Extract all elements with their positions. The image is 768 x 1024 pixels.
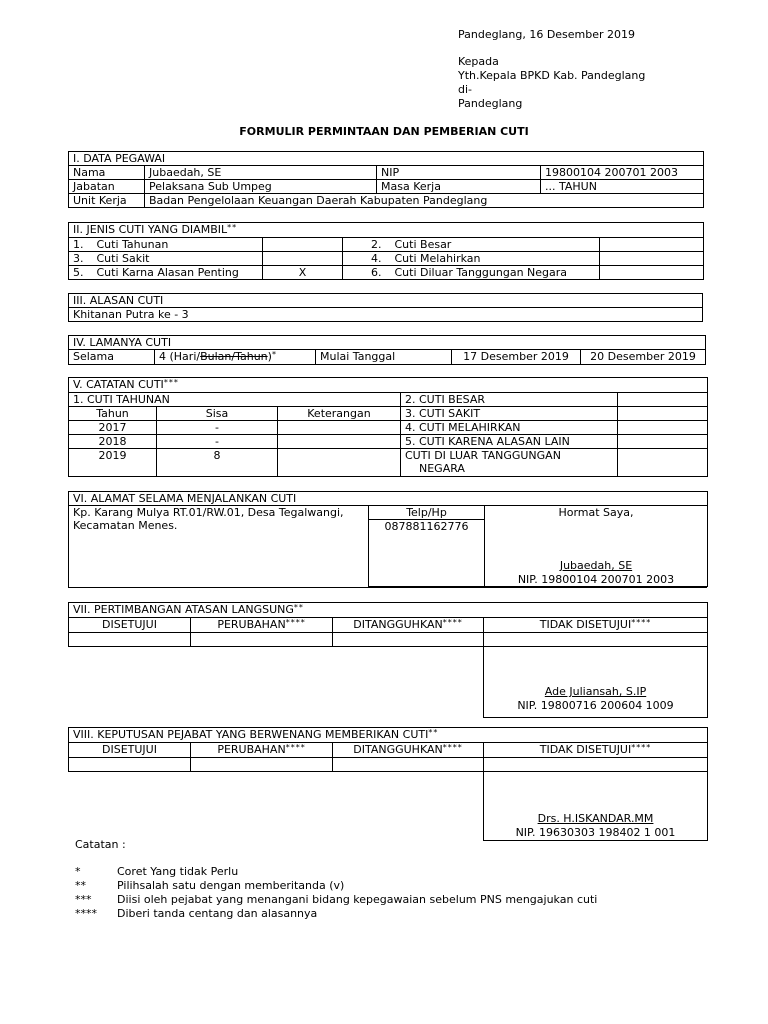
other-cuti-check[interactable] [618, 407, 708, 421]
start-date: 17 Desember 2019 [452, 350, 581, 365]
section-lamanya-cuti [68, 335, 706, 365]
option-checkbox[interactable] [263, 252, 343, 266]
signature-cell [484, 647, 708, 718]
section-title [69, 603, 708, 618]
col-perubahan [191, 743, 333, 758]
section-title-text: II. JENIS CUTI YANG DIAMBIL [73, 223, 228, 236]
option-checkbox[interactable] [600, 252, 704, 266]
selama-label: Selama [69, 350, 155, 365]
masa-kerja-value: ... TAHUN [541, 180, 704, 194]
other-cuti-item: 3. CUTI SAKIT [401, 407, 618, 421]
col-ditangguhkan [333, 618, 484, 633]
footnote-marker: **** [631, 743, 652, 752]
option-number: 3. [73, 252, 84, 265]
footnote-marker: **** [285, 743, 306, 752]
signature-cell [485, 506, 708, 587]
recipient-di: di- [458, 83, 473, 96]
option-label: Cuti Tahunan [96, 238, 169, 251]
signer-nip: NIP. 19800104 200701 2003 [517, 573, 675, 586]
end-date: 20 Desember 2019 [581, 350, 706, 365]
keterangan-cell [278, 449, 401, 477]
cuti-option [343, 252, 600, 266]
col-label: TIDAK DISETUJUI [539, 618, 632, 631]
mulai-tanggal-label: Mulai Tanggal [316, 350, 452, 365]
col-sisa: Sisa [157, 407, 278, 421]
decision-cell[interactable] [333, 758, 484, 772]
note-mark: * [75, 865, 81, 878]
form-title: FORMULIR PERMINTAAN DAN PEMBERIAN CUTI [239, 125, 529, 138]
section-title-text: V. CATATAN CUTI [73, 378, 164, 391]
option-label: Cuti Karna Alasan Penting [96, 266, 239, 279]
footnote-marker: **** [442, 618, 463, 627]
col-disetujui: DISETUJUI [69, 743, 191, 758]
other-cuti-line: CUTI DI LUAR TANGGUNGAN [405, 449, 561, 462]
section-title-text: VII. PERTIMBANGAN ATASAN LANGSUNG [73, 603, 294, 616]
duration-value [155, 350, 316, 365]
telp-label: Telp/Hp [369, 506, 485, 520]
section-alasan-cuti [68, 293, 703, 322]
section-alamat [68, 491, 708, 587]
signer-nip: NIP. 19800716 200604 1009 [517, 699, 674, 712]
section-bottom-rule [68, 587, 707, 588]
option-label: Cuti Sakit [96, 252, 150, 265]
address-line: Kp. Karang Mulya RT.01/RW.01, Desa Tegalwangi, [73, 506, 344, 519]
col-disetujui: DISETUJUI [69, 618, 191, 633]
col-tidak-disetujui [484, 743, 708, 758]
cuti-option [69, 266, 263, 280]
col-label: DITANGGUHKAN [353, 743, 443, 756]
other-cuti-item: 2. CUTI BESAR [401, 393, 618, 407]
section-title [69, 728, 708, 743]
option-checkbox[interactable]: X [263, 266, 343, 280]
section-title: VI. ALAMAT SELAMA MENJALANKAN CUTI [69, 492, 708, 506]
footnote-marker: **** [442, 743, 463, 752]
signer-name: Jubaedah, SE [559, 559, 633, 572]
option-checkbox[interactable] [600, 266, 704, 280]
footnote-marker: *** [163, 378, 179, 387]
decision-cell[interactable] [191, 758, 333, 772]
section-catatan-cuti [68, 377, 708, 477]
unit-kerja-label: Unit Kerja [69, 194, 145, 208]
col-tidak-disetujui [484, 618, 708, 633]
footnote-marker: **** [285, 618, 306, 627]
section-title-text: VIII. KEPUTUSAN PEJABAT YANG BERWENANG MEMBERIKAN CUTI [73, 728, 429, 741]
recipient-label: Kepada [458, 55, 499, 68]
sisa-cell: 8 [157, 449, 278, 477]
signature-cell [484, 772, 708, 841]
option-number: 5. [73, 266, 84, 279]
section-title [69, 378, 708, 393]
note-text: Coret Yang tidak Perlu [117, 865, 239, 878]
nip-value: 19800104 200701 2003 [541, 166, 704, 180]
col-keterangan: Keterangan [278, 407, 401, 421]
recipient-name: Yth.Kepala BPKD Kab. Pandeglang [458, 69, 646, 82]
option-label: Cuti Diluar Tanggungan Negara [394, 266, 568, 279]
other-cuti-check[interactable] [618, 435, 708, 449]
blank-area [69, 647, 484, 718]
note-text: Diberi tanda centang dan alasannya [117, 907, 318, 920]
decision-cell[interactable] [333, 633, 484, 647]
section-title [69, 223, 704, 238]
signer-name: Ade Juliansah, S.IP [544, 685, 647, 698]
option-number: 6. [371, 266, 382, 279]
section-pertimbangan [68, 602, 708, 718]
jabatan-value: Pelaksana Sub Umpeg [145, 180, 377, 194]
other-cuti-item: 4. CUTI MELAHIRKAN [401, 421, 618, 435]
option-number: 4. [371, 252, 382, 265]
cuti-tahunan-label: 1. CUTI TAHUNAN [69, 393, 401, 407]
cuti-option [343, 266, 600, 280]
address-line: Kecamatan Menes. [73, 519, 178, 532]
option-label: Cuti Melahirkan [394, 252, 481, 265]
section-title: III. ALASAN CUTI [69, 294, 703, 308]
unit-kerja-value: Badan Pengelolaan Keuangan Daerah Kabupaten Pandeglang [145, 194, 704, 208]
col-tahun: Tahun [69, 407, 157, 421]
section-title: I. DATA PEGAWAI [69, 152, 704, 166]
sisa-cell: - [157, 435, 278, 449]
decision-cell[interactable] [191, 633, 333, 647]
other-cuti-item [401, 449, 618, 477]
option-number: 2. [371, 238, 382, 251]
section-data-pegawai [68, 151, 704, 208]
keterangan-cell [278, 421, 401, 435]
note-mark: **** [75, 907, 97, 920]
option-label: Cuti Besar [394, 238, 452, 251]
nama-value: Jubaedah, SE [145, 166, 377, 180]
col-ditangguhkan [333, 743, 484, 758]
footnote-marker: ** [293, 603, 304, 612]
salutation: Hormat Saya, [558, 506, 634, 519]
note-text: Diisi oleh pejabat yang menangani bidang kepegawaian sebelum PNS mengajukan cuti [117, 893, 598, 906]
section-title: IV. LAMANYA CUTI [69, 336, 706, 350]
tahun-cell: 2018 [69, 435, 157, 449]
cuti-option [343, 238, 600, 252]
section-keputusan [68, 727, 708, 841]
col-label: PERUBAHAN [217, 618, 286, 631]
other-cuti-check[interactable] [618, 393, 708, 407]
masa-kerja-label: Masa Kerja [377, 180, 541, 194]
option-checkbox[interactable] [600, 238, 704, 252]
option-number: 1. [73, 238, 84, 251]
cuti-option [69, 252, 263, 266]
signer-name: Drs. H.ISKANDAR.MM [537, 812, 654, 825]
footnote-marker: * [271, 350, 277, 359]
other-cuti-line: NEGARA [419, 462, 465, 475]
duration-close: ) [267, 350, 272, 363]
section-jenis-cuti [68, 222, 704, 280]
col-label: TIDAK DISETUJUI [539, 743, 632, 756]
duration-text: 4 (Hari/ [159, 350, 201, 363]
col-perubahan [191, 618, 333, 633]
tahun-cell: 2019 [69, 449, 157, 477]
nip-label: NIP [377, 166, 541, 180]
duration-struck-text: Bulan/Tahun [200, 350, 268, 363]
keterangan-cell [278, 435, 401, 449]
option-checkbox[interactable] [263, 238, 343, 252]
footnote-marker: ** [227, 223, 238, 232]
tahun-cell: 2017 [69, 421, 157, 435]
note-text: Pilihsalah satu dengan memberitanda (v) [117, 879, 345, 892]
other-cuti-check[interactable] [618, 449, 708, 477]
signer-nip: NIP. 19630303 198402 1 001 [515, 826, 676, 839]
note-mark: *** [75, 893, 92, 906]
decision-cell[interactable] [69, 633, 191, 647]
decision-cell[interactable] [484, 758, 708, 772]
decision-cell[interactable] [484, 633, 708, 647]
cuti-option [69, 238, 263, 252]
telp-value: 087881162776 [369, 520, 485, 587]
col-label: PERUBAHAN [217, 743, 286, 756]
sisa-cell: - [157, 421, 278, 435]
decision-cell[interactable] [69, 758, 191, 772]
reason-value: Khitanan Putra ke - 3 [69, 308, 703, 322]
recipient-city: Pandeglang [458, 97, 523, 110]
note-mark: ** [75, 879, 86, 892]
blank-area [69, 772, 484, 841]
footnote-marker: ** [428, 728, 439, 737]
other-cuti-item: 5. CUTI KARENA ALASAN LAIN [401, 435, 618, 449]
nama-label: Nama [69, 166, 145, 180]
place-date: Pandeglang, 16 Desember 2019 [458, 28, 636, 41]
notes-title: Catatan : [75, 838, 126, 851]
other-cuti-check[interactable] [618, 421, 708, 435]
footnote-marker: **** [631, 618, 652, 627]
address-cell [69, 506, 369, 587]
col-label: DITANGGUHKAN [353, 618, 443, 631]
jabatan-label: Jabatan [69, 180, 145, 194]
